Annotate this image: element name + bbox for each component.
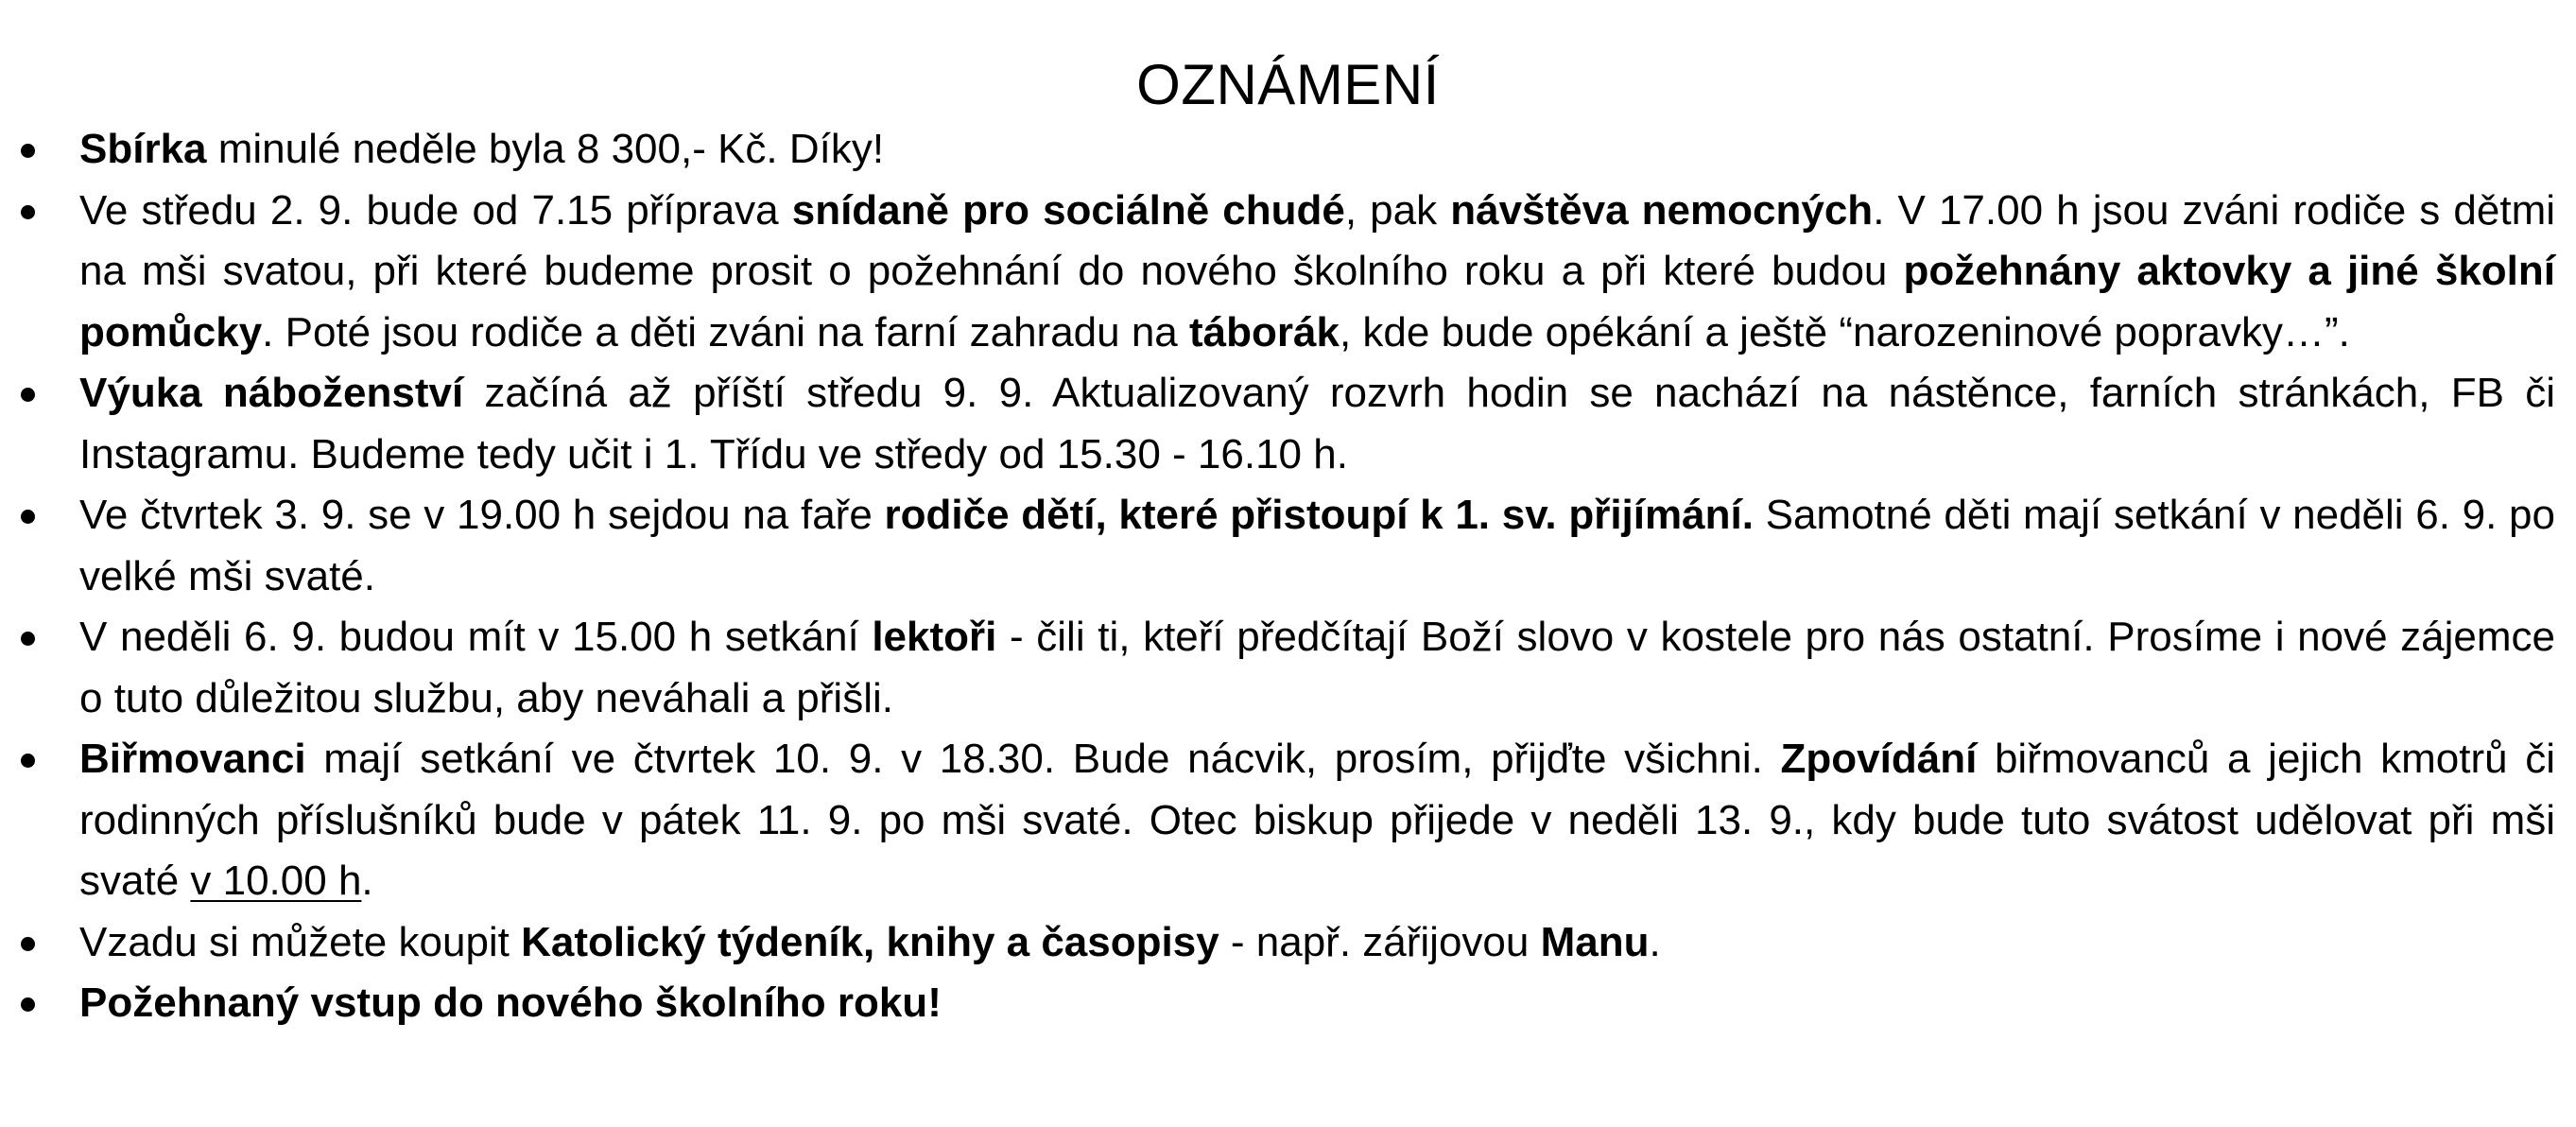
announcement-text-bold: Manu <box>1540 918 1650 965</box>
bullet-icon <box>21 144 35 158</box>
announcement-text-bold: Výuka náboženství <box>79 370 464 416</box>
announcement-text-bold: návštěva nemocných <box>1450 186 1874 234</box>
announcement-item <box>0 119 2576 181</box>
announcement-text-bold: Požehnaný vstup do nového školního roku! <box>79 980 942 1026</box>
announcement-text: , kde bude opékání a ještě “narozeninové popravky…”. <box>1339 308 2350 355</box>
announcement-text: Ve středu 2. 9. bude od 7.15 příprava <box>79 186 792 234</box>
announcement-item <box>0 912 2576 974</box>
announcement-text-bold: Zpovídání <box>1780 736 1978 782</box>
announcement-text: minulé neděle byla 8 300,- Kč. Díky! <box>206 126 885 172</box>
announcement-text: . <box>361 858 373 904</box>
announcement-text: . V 17.00 h jsou zváni rodiče s dětmi na mši svatou, při které budeme prosit o požehnání do nového školního roku a při které budou <box>79 186 2555 294</box>
announcement-text: - čili ti, kteří předčítají Boží slovo v kostele pro nás ostatní. Prosíme i nové zájemce o tuto důležitou službu, aby neváhali a přišli. <box>79 614 2556 721</box>
announcement-text-bold: požehnány aktovky a jiné školní pomůcky <box>79 248 2555 355</box>
announcement-text: V neděli 6. 9. budou mít v 15.00 h setkání <box>79 614 873 660</box>
announcement-text: Ve čtvrtek 3. 9. se v 19.00 h sejdou na faře <box>79 492 885 538</box>
announcement-text-bold: Katolický týdeník, knihy a časopisy <box>521 918 1219 965</box>
page-title: OZNÁMENÍ <box>1136 53 1440 117</box>
announcement-text: . <box>1649 918 1661 965</box>
announcement-text-bold: Biřmovanci <box>79 736 306 782</box>
announcement-text-bold: lektoři <box>872 614 997 660</box>
bullet-icon <box>21 205 35 219</box>
announcement-text: - např. zářijovou <box>1219 918 1541 965</box>
announcement-text-bold: Sbírka <box>79 126 207 172</box>
bullet-icon <box>21 388 35 402</box>
announcement-text: . Poté jsou rodiče a děti zváni na farní zahradu na <box>262 308 1189 355</box>
bullet-icon <box>21 510 35 524</box>
bullet-icon <box>21 632 35 646</box>
announcement-item <box>0 485 2576 607</box>
announcement-item <box>0 363 2576 485</box>
announcement-text-bold: táborák <box>1189 308 1340 355</box>
announcement-text: Samotné děti mají setkání v neděli 6. 9. po velké mši svaté. <box>79 492 2555 599</box>
announcement-item <box>0 973 2576 1034</box>
announcement-text: biřmovanců a jejich kmotrů či rodinných příslušníků bude v pátek 11. 9. po mši svaté. Otec biskup přijede v neděli 13. 9., kdy bude tuto svátost udělovat při mši svaté <box>79 736 2555 904</box>
announcement-text: Vzadu si můžete koupit <box>79 918 522 965</box>
announcement-text: , pak <box>1344 186 1451 234</box>
bullet-icon <box>21 937 35 951</box>
announcement-text-bold: snídaně pro sociálně chudé <box>791 186 1345 234</box>
announcement-item <box>0 181 2576 364</box>
announcement-text-bold: rodiče dětí, které přistoupí k 1. sv. přijímání. <box>884 492 1754 538</box>
bullet-icon <box>21 997 35 1012</box>
announcement-text: začíná až příští středu 9. 9. Aktualizovaný rozvrh hodin se nachází na nástěnce, farních stránkách, FB či Instagramu. Budeme tedy učit i 1. Třídu ve středy od 15.30 - 16.10 h. <box>79 370 2555 477</box>
announcement-text: mají setkání ve čtvrtek 10. 9. v 18.30. Bude nácvik, prosím, přijďte všichni. <box>305 736 1781 782</box>
announcement-item <box>0 729 2576 912</box>
announcement-text-underlined: v 10.00 h <box>190 858 362 904</box>
bullet-icon <box>21 754 35 768</box>
announcement-list <box>0 119 2576 1034</box>
announcement-item <box>0 607 2576 729</box>
